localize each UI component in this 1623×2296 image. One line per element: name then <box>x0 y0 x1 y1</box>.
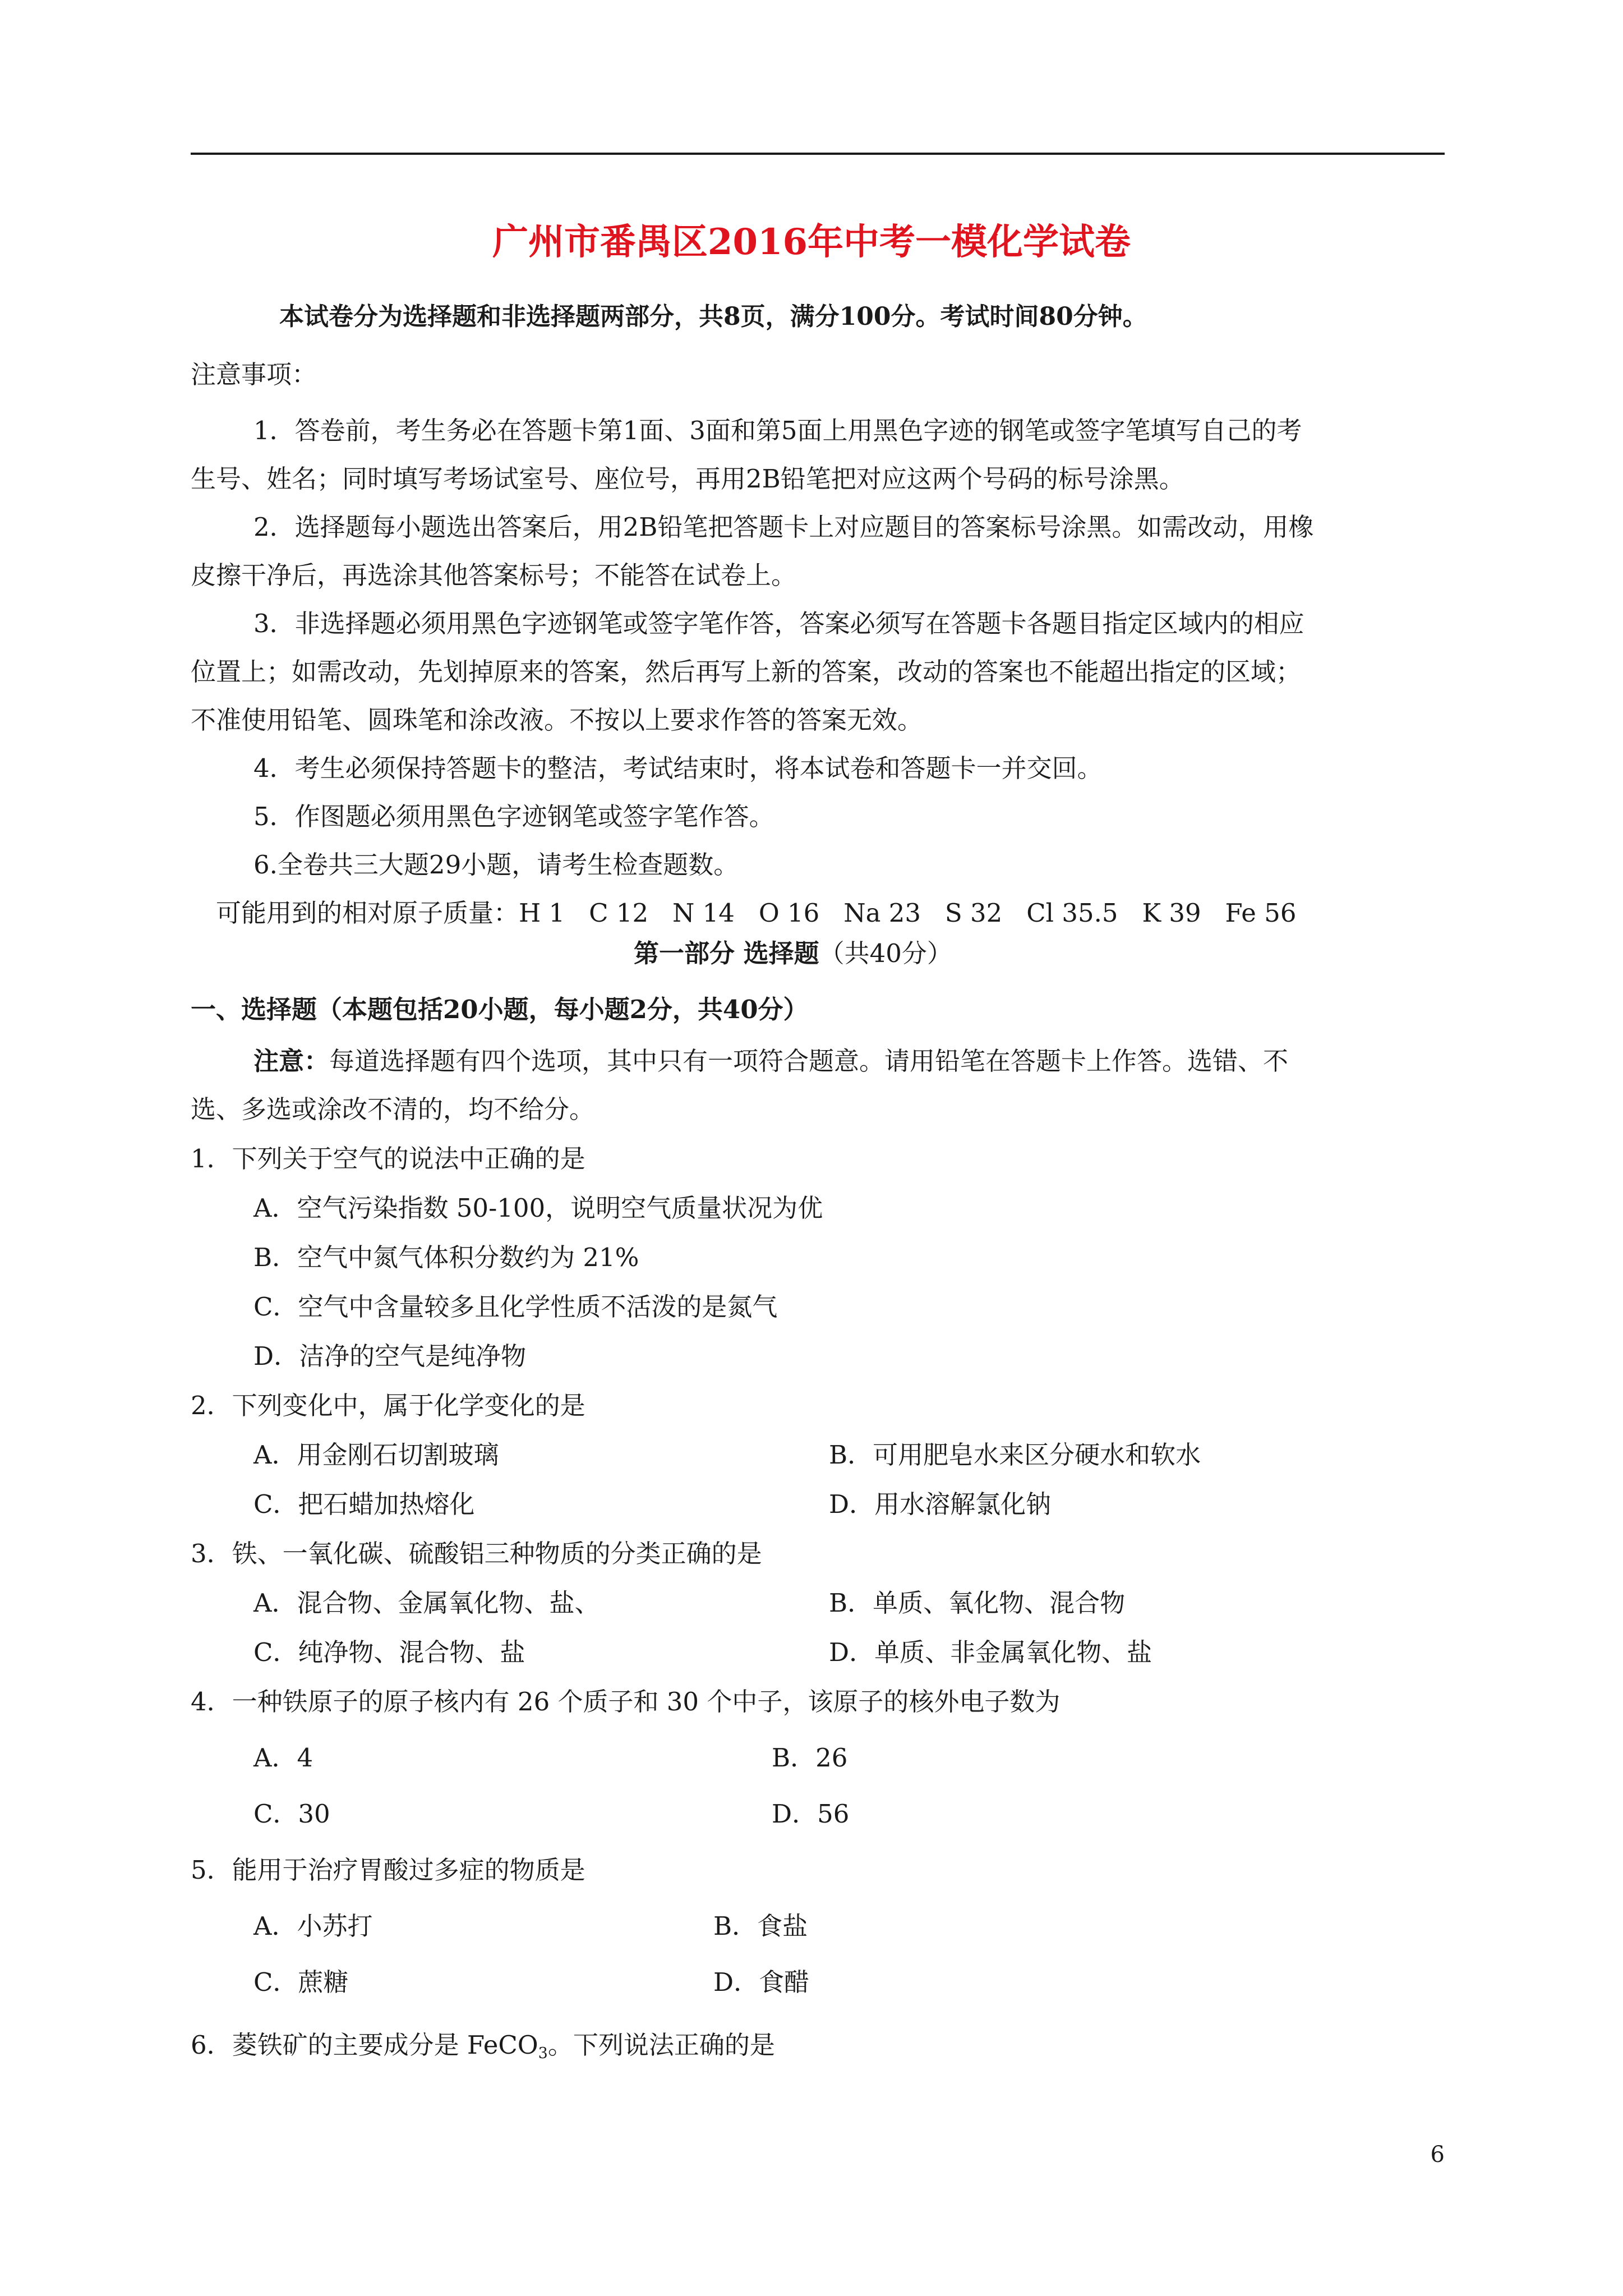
notice-item-3-line1: 3．非选择题必须用黑色字迹钢笔或签字笔作答，答案必须写在答题卡各题目指定区域内的相应 <box>253 609 1304 638</box>
question-1-option-b: B．空气中氮气体积分数约为 21% <box>253 1243 639 1272</box>
question-1-option-d: D．洁净的空气是纯净物 <box>253 1341 527 1371</box>
section1-note-line2: 选、多选或涂改不清的，均不给分。 <box>191 1094 595 1124</box>
question-2-option-d: D．用水溶解氯化钠 <box>829 1489 1052 1519</box>
part1-heading-rest: （共40分） <box>819 938 952 968</box>
question-5-option-c: C．蔗糖 <box>253 1967 349 1997</box>
question-1-option-a: A．空气污染指数 50-100，说明空气质量状况为优 <box>253 1193 823 1223</box>
notice-item-2-line2: 皮擦干净后，再选涂其他答案标号；不能答在试卷上。 <box>191 560 797 590</box>
notice-heading: 注意事项： <box>191 360 317 389</box>
exam-title: 广州市番禺区2016年中考一模化学试卷 <box>492 221 1131 263</box>
notice-item-2-line1: 2．选择题每小题选出答案后，用2B铅笔把答题卡上对应题目的答案标号涂黑。如需改动，用橡 <box>253 512 1314 542</box>
question-5-option-b: B．食盐 <box>713 1911 808 1941</box>
question-2-stem: 2．下列变化中，属于化学变化的是 <box>191 1391 585 1420</box>
notice-item-1-line2: 生号、姓名；同时填写考场试室号、座位号，再用2B铅笔把对应这两个号码的标号涂黑。 <box>191 464 1184 494</box>
page-number: 6 <box>1430 2142 1445 2168</box>
question-2-option-a: A．用金刚石切割玻璃 <box>253 1440 499 1470</box>
question-6-stem <box>191 2028 775 2070</box>
question-2-option-b: B．可用肥皂水来区分硬水和软水 <box>829 1440 1201 1470</box>
exam-subtitle: 本试卷分为选择题和非选择题两部分，共8页，满分100分。考试时间80分钟。 <box>279 302 1147 331</box>
question-5-option-a: A．小苏打 <box>253 1911 373 1941</box>
atomic-mass-line: 可能用到的相对原子质量：H 1 C 12 N 14 O 16 Na 23 S 32 Cl 35.5 K 39 Fe 56 <box>216 898 1297 928</box>
notice-item-4: 4．考生必须保持答题卡的整洁，考试结束时，将本试卷和答题卡一并交回。 <box>253 753 1103 783</box>
question-6-stem-subscript: 3 <box>538 2045 548 2062</box>
notice-item-1-line1: 1．答卷前，考生务必在答题卡第1面、3面和第5面上用黑色字迹的钢笔或签字笔填写自己的考 <box>253 416 1302 445</box>
question-6-stem-post: 。下列说法正确的是 <box>547 2030 775 2060</box>
notice-item-3-line3: 不准使用铅笔、圆珠笔和涂改液。不按以上要求作答的答案无效。 <box>191 705 923 735</box>
question-4-option-b: B．26 <box>772 1743 848 1773</box>
question-4-stem: 4．一种铁原子的原子核内有 26 个质子和 30 个中子，该原子的核外电子数为 <box>191 1687 1061 1717</box>
question-3-option-b: B．单质、氧化物、混合物 <box>829 1588 1126 1618</box>
question-5-stem: 5．能用于治疗胃酸过多症的物质是 <box>191 1855 585 1885</box>
question-6-stem-pre: 6．菱铁矿的主要成分是 FeCO <box>191 2030 538 2060</box>
notice-item-6: 6.全卷共三大题29小题，请考生检查题数。 <box>253 850 739 880</box>
part1-heading <box>634 937 952 970</box>
notice-item-5: 5．作图题必须用黑色字迹钢笔或签字笔作答。 <box>253 802 774 831</box>
question-1-stem: 1．下列关于空气的说法中正确的是 <box>191 1144 585 1174</box>
notice-item-3-line2: 位置上；如需改动，先划掉原来的答案，然后再写上新的答案，改动的答案也不能超出指定的区域； <box>191 657 1302 687</box>
section1-note-label: 注意： <box>253 1046 330 1076</box>
section1-note <box>253 1045 1288 1078</box>
section1-note-text: 每道选择题有四个选项，其中只有一项符合题意。请用铅笔在答题卡上作答。选错、不 <box>329 1046 1289 1076</box>
question-4-option-d: D．56 <box>772 1799 850 1829</box>
question-3-stem: 3．铁、一氧化碳、硫酸铝三种物质的分类正确的是 <box>191 1539 762 1568</box>
question-3-option-c: C．纯净物、混合物、盐 <box>253 1637 525 1667</box>
question-2-option-c: C．把石蜡加热熔化 <box>253 1489 475 1519</box>
question-1-option-c: C．空气中含量较多且化学性质不活泼的是氮气 <box>253 1292 778 1322</box>
section1-heading: 一、选择题（本题包括20小题，每小题2分，共40分） <box>191 995 809 1024</box>
question-4-option-c: C．30 <box>253 1799 330 1829</box>
header-rule <box>191 153 1445 155</box>
question-3-option-a: A．混合物、金属氧化物、盐、 <box>253 1588 600 1618</box>
part1-heading-bold: 第一部分 选择题 <box>634 938 819 968</box>
question-3-option-d: D．单质、非金属氧化物、盐 <box>829 1637 1152 1667</box>
question-4-option-a: A．4 <box>253 1743 313 1773</box>
question-5-option-d: D．食醋 <box>713 1967 810 1997</box>
